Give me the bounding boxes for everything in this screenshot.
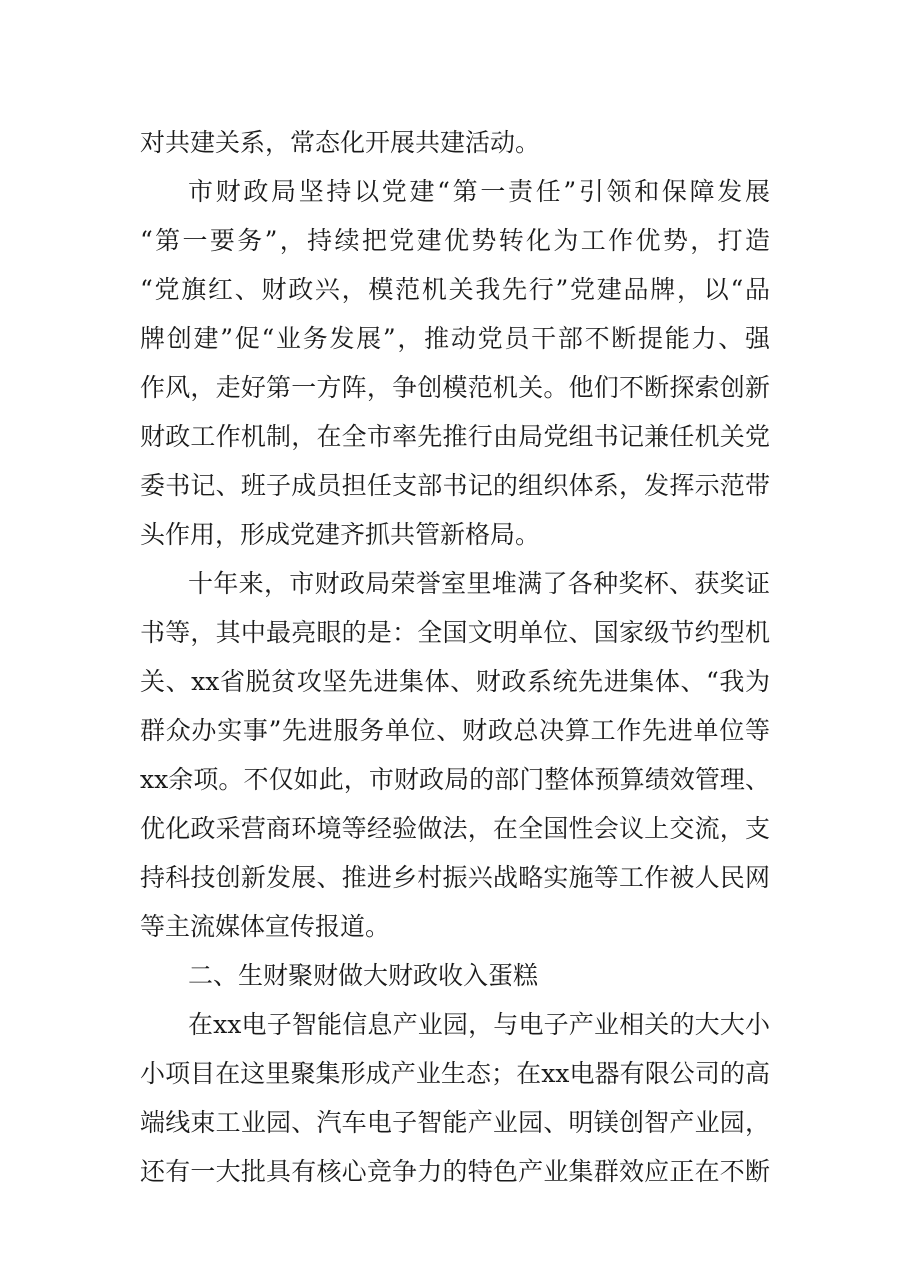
paragraph-line: 市财政局坚持以党建“第一责任”引领和保障发展 (188, 177, 770, 206)
paragraph-line: 作风，走好第一方阵，争创模范机关。他们不断探索创新 (140, 373, 770, 402)
paragraph-line: “党旗红、财政兴，模范机关我先行”党建品牌，以“品 (140, 275, 770, 304)
paragraph-line: 对共建关系，常态化开展共建活动。 (140, 128, 541, 157)
paragraph-line: 财政工作机制，在全市率先推行由局党组书记兼任机关党 (140, 422, 770, 451)
paragraph-line: 牌创建”促“业务发展”，推动党员干部不断提能力、强 (140, 324, 770, 353)
paragraph-line: xx余项。不仅如此，市财政局的部门整体预算绩效管理、 (140, 765, 770, 794)
paragraph-line: 群众办实事”先进服务单位、财政总决算工作先进单位等 (140, 716, 770, 745)
paragraph-line: 等主流媒体宣传报道。 (140, 912, 391, 941)
paragraph-line: 优化政采营商环境等经验做法，在全国性会议上交流，支 (140, 814, 770, 843)
paragraph-line: 委书记、班子成员担任支部书记的组织体系，发挥示范带 (140, 471, 770, 500)
paragraph-line: 在xx电子智能信息产业园，与电子产业相关的大大小 (188, 1010, 770, 1039)
paragraph-line: 小项目在这里聚集形成产业生态；在xx电器有限公司的高 (140, 1059, 770, 1088)
paragraph-line: 关、xx省脱贫攻坚先进集体、财政系统先进集体、“我为 (140, 667, 770, 696)
paragraph-line: 还有一大批具有核心竞争力的特色产业集群效应正在不断 (140, 1157, 770, 1186)
paragraph-line: 十年来，市财政局荣誉室里堆满了各种奖杯、获奖证 (188, 569, 770, 598)
paragraph-line: “第一要务”，持续把党建优势转化为工作优势，打造 (140, 226, 770, 255)
section-heading: 二、生财聚财做大财政收入蛋糕 (188, 961, 539, 990)
paragraph-line: 端线束工业园、汽车电子智能产业园、明镁创智产业园， (140, 1108, 770, 1137)
paragraph-line: 书等，其中最亮眼的是：全国文明单位、国家级节约型机 (140, 618, 770, 647)
paragraph-line: 持科技创新发展、推进乡村振兴战略实施等工作被人民网 (140, 863, 770, 892)
paragraph-line: 头作用，形成党建齐抓共管新格局。 (140, 520, 541, 549)
